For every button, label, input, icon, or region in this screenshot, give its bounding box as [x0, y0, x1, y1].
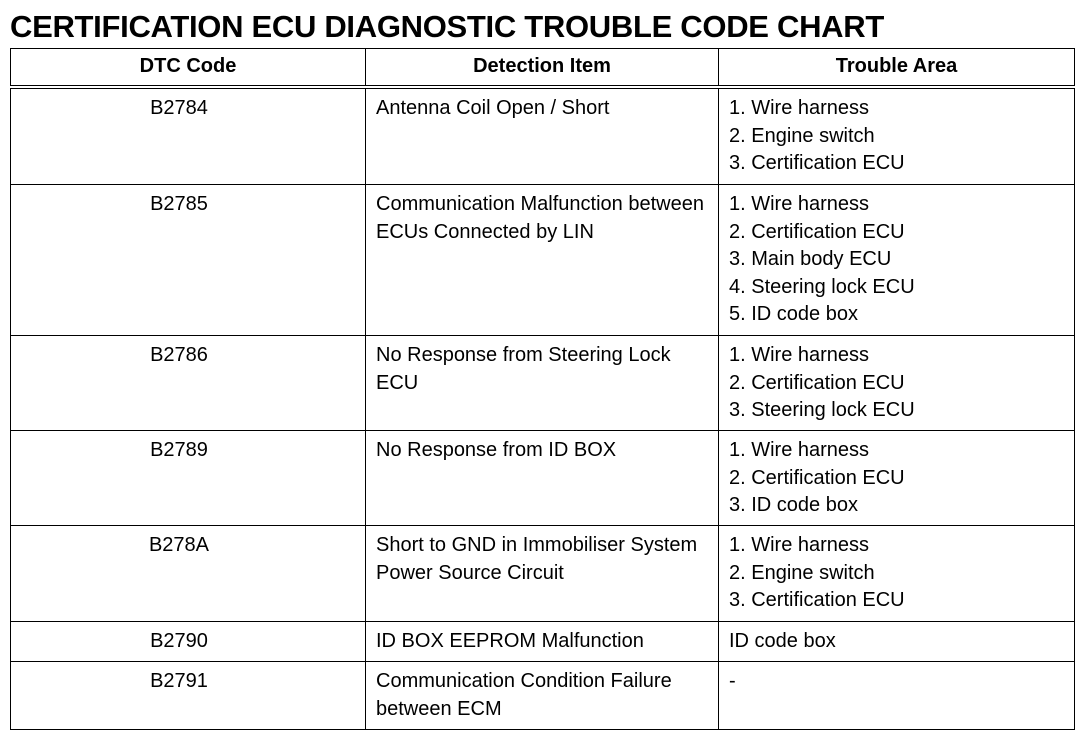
- table-row: [11, 185, 1075, 336]
- trouble-area-line: 3. Steering lock ECU: [729, 399, 915, 421]
- detection-item-text: Communication Condition Failure between ECM: [376, 670, 672, 720]
- trouble-area-line: 2. Certification ECU: [729, 466, 905, 489]
- trouble-area-line: 1. Wire harness: [729, 344, 870, 366]
- detection-item-text: Communication Malfunction between ECUs Connected by LIN: [376, 193, 704, 243]
- dtc-code-cell: B2784: [11, 87, 366, 185]
- table-row: [11, 431, 1075, 526]
- dtc-code-cell: B2789: [11, 431, 366, 526]
- trouble-area-line: 3. Certification ECU: [729, 589, 905, 611]
- detection-item-cell: [366, 622, 719, 662]
- trouble-area-line: 3. Certification ECU: [729, 152, 905, 174]
- trouble-area-line: 1. Wire harness: [729, 97, 870, 119]
- detection-item-text: No Response from Steering Lock ECU: [376, 344, 671, 394]
- dtc-code-cell: B2785: [11, 185, 366, 336]
- dtc-code-cell: B278A: [11, 526, 366, 622]
- table-row: [11, 87, 1075, 185]
- trouble-area-line: 1. Wire harness: [729, 439, 870, 461]
- detection-item-cell: [366, 431, 719, 526]
- header-trouble-area: Trouble Area: [719, 49, 1075, 88]
- table-row: [11, 662, 1075, 730]
- trouble-area-line: 1. Wire harness: [729, 534, 870, 556]
- header-dtc-code: DTC Code: [11, 49, 366, 88]
- trouble-area-line: 2. Certification ECU: [729, 220, 905, 243]
- dtc-code-cell: B2790: [11, 622, 366, 662]
- table-row: [11, 622, 1075, 662]
- trouble-area-line: 2. Certification ECU: [729, 371, 905, 394]
- trouble-area-line: 1. Wire harness: [729, 193, 870, 215]
- trouble-area-cell: [719, 87, 1075, 185]
- detection-item-text: ID BOX EEPROM Malfunction: [376, 630, 644, 652]
- trouble-area-line: 4. Steering lock ECU: [729, 275, 915, 298]
- trouble-area-line: -: [729, 670, 736, 692]
- trouble-area-line: 3. ID code box: [729, 494, 858, 516]
- dtc-code-cell: B2786: [11, 336, 366, 431]
- trouble-area-cell: [719, 185, 1075, 336]
- detection-item-text: Short to GND in Immobiliser System Power Source Circuit: [376, 534, 698, 584]
- detection-item-cell: [366, 336, 719, 431]
- detection-item-cell: [366, 662, 719, 730]
- table-header-row: [11, 49, 1075, 88]
- header-detection-item: Detection Item: [366, 49, 719, 88]
- trouble-area-cell: [719, 336, 1075, 431]
- trouble-area-cell: [719, 526, 1075, 622]
- trouble-area-cell: [719, 431, 1075, 526]
- table-row: [11, 526, 1075, 622]
- detection-item-text: No Response from ID BOX: [376, 439, 617, 461]
- dtc-code-cell: B2791: [11, 662, 366, 730]
- dtc-chart-table: [10, 48, 1075, 730]
- trouble-area-line: 2. Engine switch: [729, 561, 875, 584]
- trouble-area-line: ID code box: [729, 630, 836, 652]
- trouble-area-line: 5. ID code box: [729, 303, 858, 325]
- detection-item-cell: [366, 526, 719, 622]
- table-row: [11, 336, 1075, 431]
- page-title: CERTIFICATION ECU DIAGNOSTIC TROUBLE CODE CHART: [10, 9, 884, 44]
- trouble-area-cell: [719, 622, 1075, 662]
- trouble-area-cell: [719, 662, 1075, 730]
- detection-item-text: Antenna Coil Open / Short: [376, 97, 610, 119]
- detection-item-cell: [366, 87, 719, 185]
- detection-item-cell: [366, 185, 719, 336]
- trouble-area-line: 2. Engine switch: [729, 124, 875, 147]
- trouble-area-line: 3. Main body ECU: [729, 248, 892, 270]
